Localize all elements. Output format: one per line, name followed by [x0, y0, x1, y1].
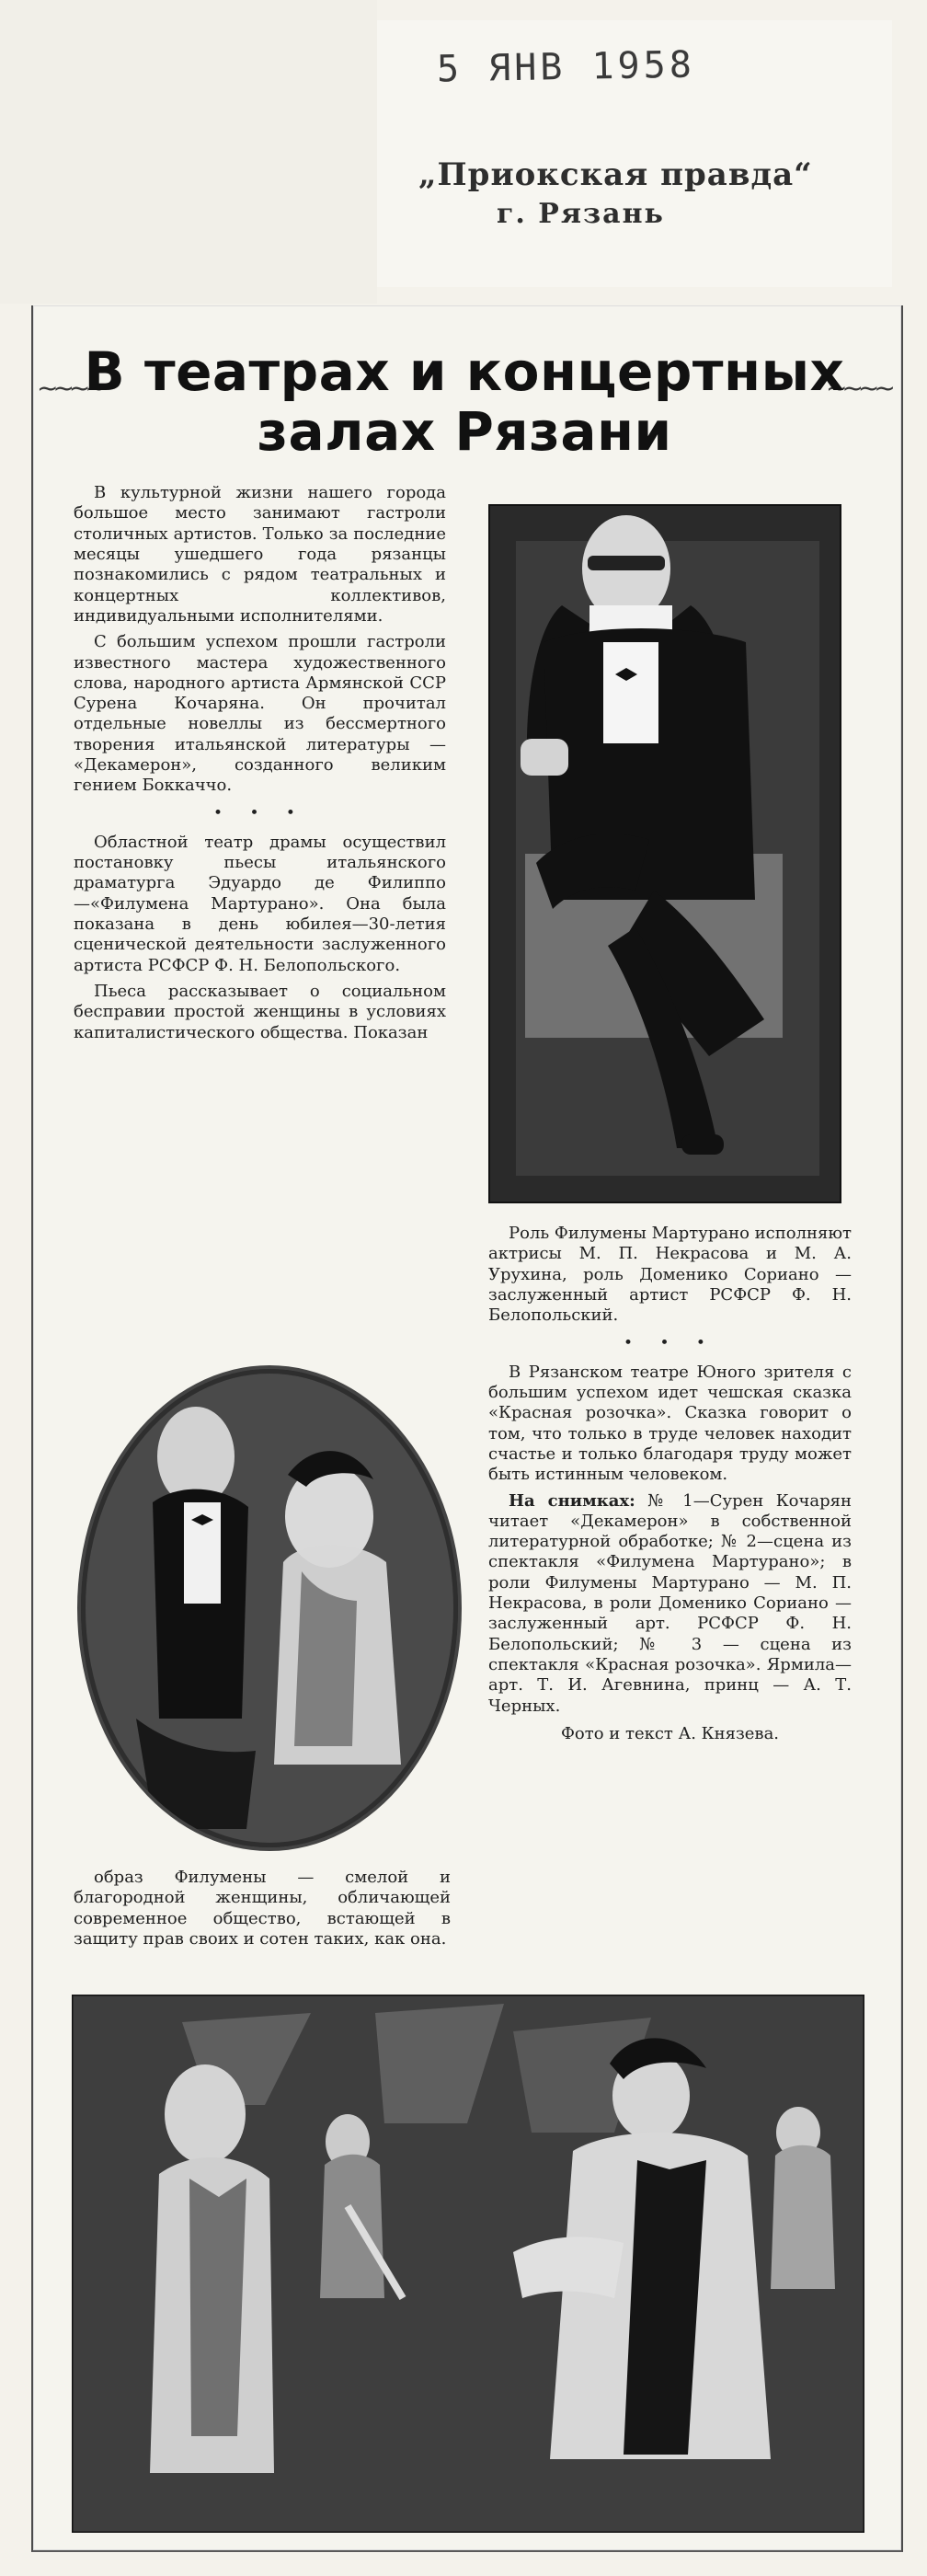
section-separator: • • • [624, 1333, 716, 1352]
headline-line-2: залах Рязани [257, 399, 672, 463]
oval-scene-illustration [81, 1369, 458, 1847]
headline [51, 342, 878, 462]
paragraph: Роль Филумены Мартурано исполняют актрисы М. П. Некрасова и М. А. Урухина, роль Доменико Сориано — заслуженный артист РСФСР Ф. Н. Белопольский. [488, 1224, 852, 1326]
photo-2-oval-scene [77, 1365, 462, 1851]
headline-line-1: В театрах и концертных [84, 340, 845, 403]
photo-1-portrait [488, 504, 841, 1203]
stamp-paper-name: „Приокская правда“ [418, 156, 813, 193]
photo-3-stage-scene [72, 1995, 864, 2533]
right-column-caption-1 [488, 1224, 852, 1744]
paragraph: образ Филумены — смелой и благородной женщины, обличающей современное общество, встающей в защиту прав своих и сотен таких, как она. [74, 1868, 451, 1949]
paragraph: В культурной жизни нашего города большое место занимают гастроли столичных артистов. Только за последние месяцы ушедшего года рязанцы познакомились с рядом театральных и концертных коллективов, индивидуальными исполнителями. [74, 483, 446, 626]
left-column-top [74, 483, 446, 1049]
stamp-city: г. Рязань [497, 198, 665, 230]
photo-credit: Фото и текст А. Князева. [560, 1723, 780, 1743]
right-decorative-wave: ~~~~ [826, 373, 890, 403]
paragraph: Пьеса рассказывает о социальном бесправии простой женщины в условиях капиталистического общества. Показан [74, 981, 446, 1042]
paragraph: С большим успехом прошли гастроли известного мастера художественного слова, народного артиста Армянской ССР Сурена Кочаряна. Он прочитал отдельные новеллы из бессмертного творения итальянской литературы — «Декамерон», созданного великим гением Боккаччо. [74, 632, 446, 796]
portrait-illustration [488, 504, 841, 1203]
captions-label: На снимках: [509, 1490, 635, 1511]
left-column-bottom [74, 1868, 451, 1955]
captions-paragraph [488, 1491, 852, 1717]
stamp-date: 5 ЯНВ 1958 [436, 43, 696, 91]
stage-scene-illustration [72, 1995, 864, 2533]
top-left-paper [0, 0, 377, 304]
paragraph: В Рязанском театре Юного зрителя с большим успехом идет чешская сказка «Красная розочка». Сказка говорит о том, что только в труде человек находит счастье и только благодаря труду может быть истинным человеком. [488, 1362, 852, 1485]
captions-text: № 1—Сурен Кочарян читает «Декамерон» в собственной литературной обработке; № 2—сцена из спектакля «Филумена Мартурано»; в роли Филумены Мартурано — М. П. Некрасова, в роли Доменико Сориано — заслуженный арт. РСФСР Ф. Н. Белопольский; № 3 — сцена из спектакля «Красная розочка». Ярмила—арт. Т. И. Агевнина, принц — А. Т. Черных. [488, 1490, 852, 1716]
paragraph: Областной театр драмы осуществил постановку пьесы итальянского драматурга Эдуардо де Филиппо—«Филумена Мартурано». Она была показана в день юбилея—30-летия сценической деятельности заслуженного артиста РСФСР Ф. Н. Белопольского. [74, 832, 446, 975]
section-separator: • • • [213, 803, 306, 822]
left-decorative-wave: ~~~~ [37, 373, 101, 403]
